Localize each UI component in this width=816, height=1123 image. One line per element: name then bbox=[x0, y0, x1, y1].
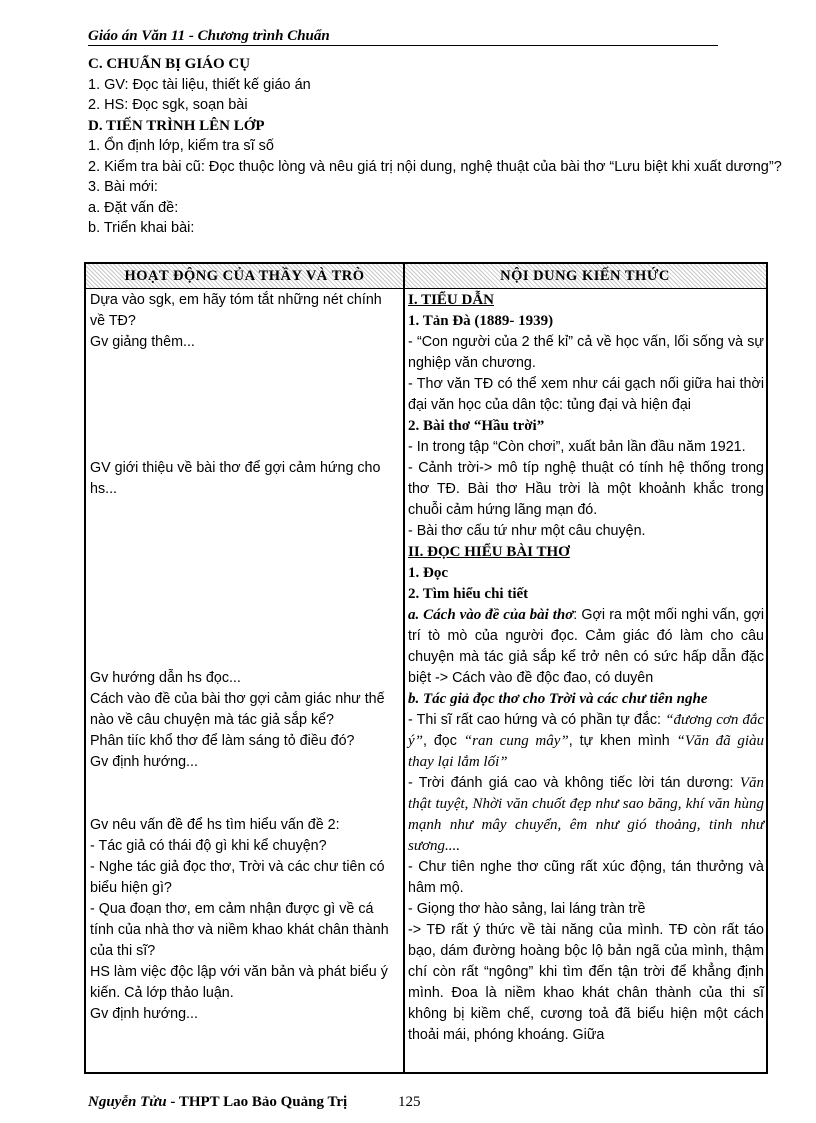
intro-line-d3b: b. Triển khai bài: bbox=[88, 220, 195, 236]
activity-item: Gv giảng thêm... bbox=[90, 334, 195, 350]
content-column bbox=[408, 290, 764, 1046]
footer-separator: - bbox=[166, 1094, 179, 1110]
activity-item: HS làm việc độc lập với văn bản và phát biểu ý kiến. Cả lớp thảo luận. bbox=[90, 964, 388, 1001]
content-item: - “Con người của 2 thế kỉ” cả về học vấn, lối sống và sự nghiệp văn chương. bbox=[408, 334, 764, 371]
activity-item: GV giới thiệu về bài thơ để gợi cảm hứng cho hs... bbox=[90, 460, 381, 497]
section-heading-1: I. TIỂU DẪN bbox=[408, 292, 494, 308]
activity-item: - Qua đoạn thơ, em cảm nhận được gì về cá tính của nhà thơ và niềm khao khát chân thành của thi sĩ? bbox=[90, 901, 389, 959]
section-heading-2: II. ĐỌC HIỂU BÀI THƠ bbox=[408, 544, 570, 560]
activity-item: - Nghe tác giả đọc thơ, Trời và các chư tiên có biểu hiện gì? bbox=[90, 859, 385, 896]
content-item: - Giọng thơ hào sảng, lai láng tràn trề bbox=[408, 901, 646, 917]
activity-item: Dựa vào sgk, em hãy tóm tắt những nét chính về TĐ? bbox=[90, 292, 382, 329]
content-item: - Thi sĩ rất cao hứng và có phần tự đắc: “đương cơn đắc ý”, đọc “ran cung mây”, tự khen mình “Văn đã giàu thay lại lắm lối” bbox=[408, 712, 764, 770]
subheading-b: b. Tác giả đọc thơ cho Trời và các chư tiên nghe bbox=[408, 691, 708, 707]
subheading-a: a. Cách vào đề của bài thơ bbox=[408, 607, 574, 623]
lesson-table bbox=[84, 262, 768, 1074]
footer-school: THPT Lao Bảo Quảng Trị bbox=[178, 1094, 348, 1110]
activity-item: Cách vào đề của bài thơ gợi cảm giác như thế nào về câu chuyện mà tác giả sắp kể? bbox=[90, 691, 385, 728]
column-header-content: NỘI DUNG KIẾN THỨC bbox=[404, 264, 766, 288]
intro-line-d2: 2. Kiểm tra bài cũ: Đọc thuộc lòng và nêu giá trị nội dung, nghệ thuật của bài thơ “Lưu biệt khi xuất dương”? bbox=[88, 158, 782, 175]
section-d-heading: D. TIẾN TRÌNH LÊN LỚP bbox=[88, 117, 265, 134]
content-item-a: a. Cách vào đề của bài thơ: Gợi ra một mối nghi vấn, gợi trí tò mò của người đọc. Cảm giác đó làm cho câu chuyện mà tác giả sắp kể trở nên có sức hấp dẫn đặc biệt -> Cách vào đề độc đao, có duyên bbox=[408, 607, 765, 686]
page-header: Giáo án Văn 11 - Chương trình Chuẩn bbox=[88, 28, 330, 44]
content-item: - Trời đánh giá cao và không tiếc lời tán dương: Văn thật tuyệt, Nhời văn chuốt đẹp như sao băng, khí văn hùng mạnh như mây chuyển, êm như gió thoảng, tinh như sương.... bbox=[408, 775, 764, 854]
intro-line-d3: 3. Bài mới: bbox=[88, 179, 158, 195]
content-item: - Chư tiên nghe thơ cũng rất xúc động, tán thưởng và hâm mộ. bbox=[408, 859, 764, 896]
page-footer bbox=[88, 1094, 788, 1111]
intro-line-c2: 2. HS: Đọc sgk, soạn bài bbox=[88, 97, 248, 113]
footer-author: Nguyễn Tửu bbox=[88, 1094, 167, 1110]
activity-item: Gv nêu vấn đề để hs tìm hiểu vấn đề 2: bbox=[90, 817, 340, 833]
subheading-tan-da: 1. Tản Đà (1889- 1939) bbox=[408, 313, 554, 329]
column-divider bbox=[403, 264, 405, 1072]
intro-line-c1: 1. GV: Đọc tài liệu, thiết kế giáo án bbox=[88, 76, 311, 93]
content-item: -> TĐ rất ý thức về tài năng của mình. TĐ còn rất táo bạo, dám đường hoàng bộc lộ bản ngã của mình, thậm chí còn rất “ngông” khi tìm đến tận trời để khẳng định mình. Đoa là niềm khao khát chân thành của thi sĩ không bị kiềm chế, cương toả đã biểu hiện một cách thoải mái, phóng khoáng. Giữa bbox=[408, 922, 764, 1043]
intro-line-d1: 1. Ổn định lớp, kiểm tra sĩ số bbox=[88, 138, 275, 154]
table-header bbox=[86, 264, 766, 289]
subheading-doc: 1. Đọc bbox=[408, 565, 448, 581]
content-item: - Thơ văn TĐ có thể xem như cái gạch nối giữa hai thời đại văn học của dân tộc: tủng đại và hiện đại bbox=[408, 376, 764, 413]
content-item: - Bài thơ cấu tứ như một câu chuyện. bbox=[408, 523, 646, 539]
activity-item: Gv hướng dẫn hs đọc... bbox=[90, 670, 241, 686]
activity-item: Gv định hướng... bbox=[90, 754, 198, 770]
activity-item: Phân tiíc khổ thơ để làm sáng tỏ điều đó? bbox=[90, 733, 355, 749]
subheading-tim-hieu: 2. Tìm hiểu chi tiết bbox=[408, 586, 529, 602]
header-rule bbox=[88, 45, 718, 46]
activities-column bbox=[90, 290, 396, 1025]
activity-item: - Tác giả có thái độ gì khi kể chuyện? bbox=[90, 838, 327, 854]
subheading-hau-troi: 2. Bài thơ “Hầu trời” bbox=[408, 418, 545, 434]
column-header-activities: HOẠT ĐỘNG CỦA THẦY VÀ TRÒ bbox=[86, 264, 403, 288]
content-item: - Cảnh trời-> mô típ nghệ thuật có tính hệ thống trong thơ TĐ. Bài thơ Hầu trời là một khoảnh khắc trong chuỗi cảm hứng lãng mạn đó. bbox=[408, 460, 764, 518]
section-c-heading: C. CHUẨN BỊ GIÁO CỤ bbox=[88, 56, 251, 72]
intro-section bbox=[88, 54, 788, 239]
content-item: - In trong tập “Còn chơi”, xuất bản lần đầu năm 1921. bbox=[408, 439, 746, 455]
page-number: 125 bbox=[398, 1094, 421, 1110]
activity-item: Gv định hướng... bbox=[90, 1006, 198, 1022]
intro-line-d3a: a. Đặt vấn đề: bbox=[88, 199, 179, 216]
